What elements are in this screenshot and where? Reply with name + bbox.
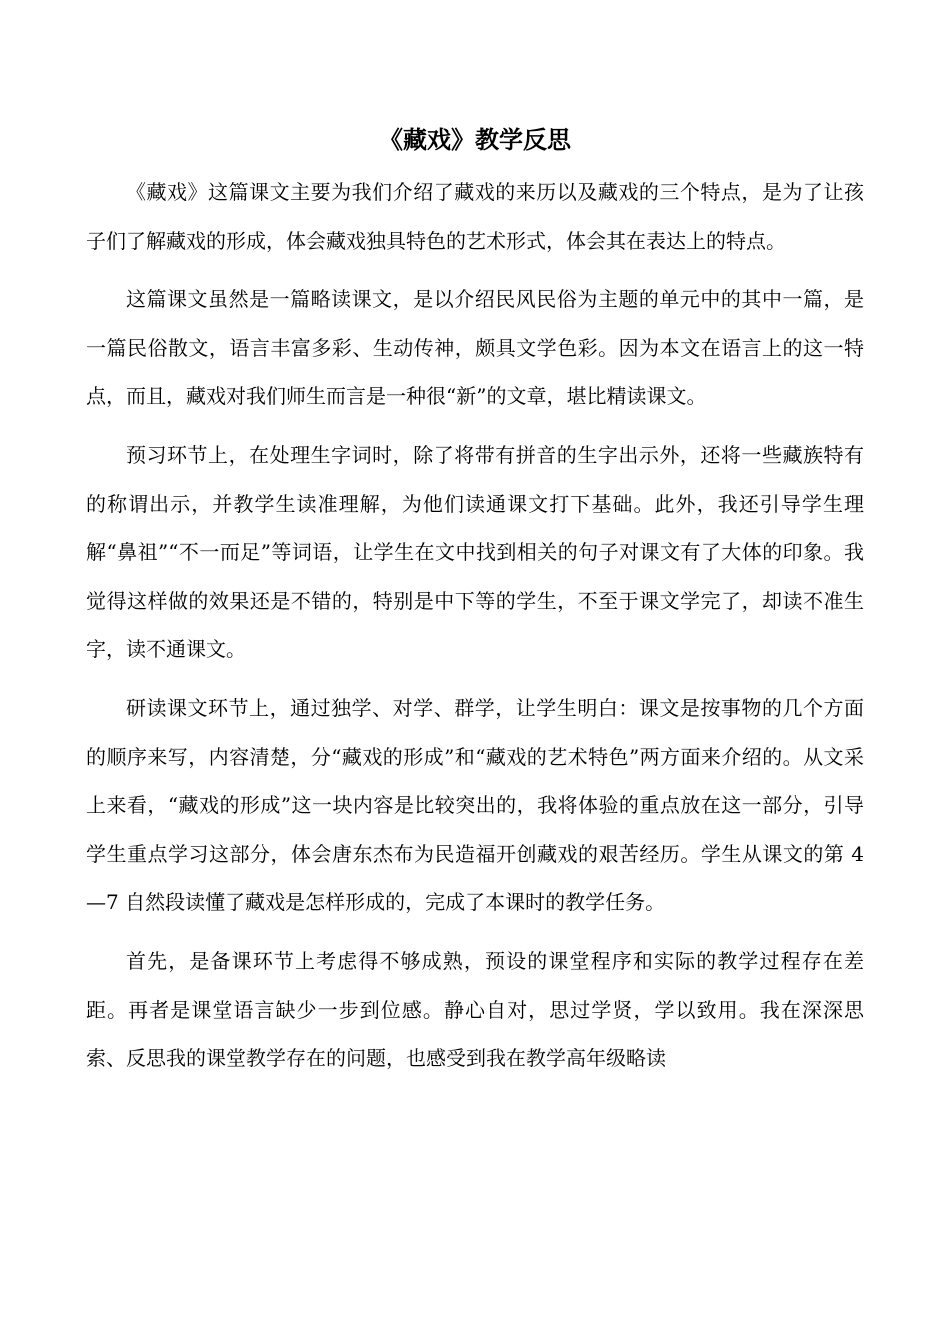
- paragraph-5: 首先，是备课环节上考虑得不够成熟，预设的课堂程序和实际的教学过程存在差距。再者是课堂语言缺少一步到位感。静心自对，思过学贤，学以致用。我在深深思索、反思我的课堂教学存在的问题，也感受到我在教学高年级略读: [86, 948, 864, 1071]
- document-title: 《藏戏》教学反思: [379, 126, 571, 154]
- paragraph-1: 《藏戏》这篇课文主要为我们介绍了藏戏的来历以及藏戏的三个特点，是为了让孩子们了解藏戏的形成，体会藏戏独具特色的艺术形式，体会其在表达上的特点。: [86, 180, 864, 253]
- document-body: [86, 168, 864, 1093]
- paragraph-3: 预习环节上，在处理生字词时，除了将带有拼音的生字出示外，还将一些藏族特有的称谓出示，并教学生读准理解，为他们读通课文打下基础。此外，我还引导学生理解“鼻祖”“不一而足”等词语，让学生在文中找到相关的句子对课文有了大体的印象。我觉得这样做的效果还是不错的，特别是中下等的学生，不至于课文学完了，却读不准生字，读不通课文。: [86, 442, 864, 662]
- paragraph-2: 这篇课文虽然是一篇略读课文，是以介绍民风民俗为主题的单元中的其中一篇，是一篇民俗散文，语言丰富多彩、生动传神，颇具文学色彩。因为本文在语言上的这一特点，而且，藏戏对我们师生而言是一种很“新”的文章，堪比精读课文。: [86, 287, 864, 409]
- paragraph-4: 研读课文环节上，通过独学、对学、群学，让学生明白：课文是按事物的几个方面的顺序来写，内容清楚，分“藏戏的形成”和“藏戏的艺术特色”两方面来介绍的。从文采上来看，“藏戏的形成”这一块内容是比较突出的，我将体验的重点放在这一部分，引导学生重点学习这部分，体会唐东杰布为民造福开创藏戏的艰苦经历。学生从课文的第 4—7 自然段读懂了藏戏是怎样形成的，完成了本课时的教学任务。: [86, 695, 864, 915]
